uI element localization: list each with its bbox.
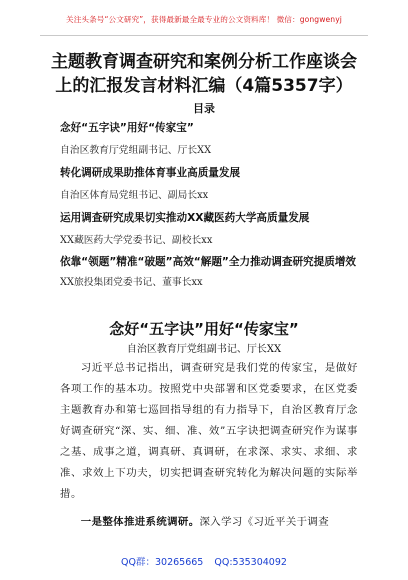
toc-item-title[interactable]: 念好“五字诀”用好“传家宝” bbox=[60, 122, 194, 134]
toc-item-author: 自治区体育局党组书记、副局长xx bbox=[60, 190, 209, 201]
toc-item-author: XX藏医药大学党委书记、副校长xx bbox=[60, 235, 213, 246]
document-title bbox=[40, 50, 368, 98]
article-author: 自治区教育厅党组副书记、厅长XX bbox=[126, 344, 282, 355]
header-banner: 关注头条号“公文研究”，获得最新最全最专业的公文资料库！ 微信：gongwenyj bbox=[66, 14, 342, 24]
toc-item-title[interactable]: 转化调研成果助推体育事业高质量发展 bbox=[60, 167, 241, 179]
toc-item-title[interactable]: 依靠“领题”精准“破题”高效“解题”全力推动调查研究提质增效 bbox=[60, 256, 357, 268]
document-title-line-1: 主题教育调查研究和案例分析工作座谈会 bbox=[51, 52, 357, 72]
toc-item-author: 自治区教育厅党组副书记、厅长XX bbox=[60, 145, 212, 156]
table-of-contents bbox=[60, 118, 358, 295]
toc-item-author: XX旅投集团党委书记、董事长xx bbox=[60, 277, 203, 288]
article-paragraph bbox=[60, 512, 358, 532]
toc-heading: 目录 bbox=[193, 102, 215, 115]
article-title: 念好“五字诀”用好“传家宝” bbox=[109, 320, 299, 338]
document-title-line-2: 上的汇报发言材料汇编（4篇5357字） bbox=[55, 76, 353, 96]
footer-contact bbox=[0, 554, 408, 568]
qq-label: QQ:535304092 bbox=[214, 557, 287, 568]
header-divider bbox=[40, 35, 368, 36]
qq-group-label: QQ群：30265665 bbox=[121, 557, 204, 568]
paragraph-lead: 一是整体推进系统调研。 bbox=[80, 516, 200, 528]
article-paragraph: 习近平总书记指出，调查研究是我们党的传家宝，是做好各项工作的基本功。按照党中央部署和区党委要求，在区党委主题教育办和第七巡回指导组的有力指导下，自治区教育厅念好调查研究“深、实、细、准、效”五字诀把调查研究作为谋事之基、成事之道，调真研、真调研，在求深、求实、求细、求准、求效上下功夫，切实把调查研究转化为解决问题的实际举措。 bbox=[60, 362, 358, 500]
paragraph-text: 深入学习《习近平关于调查 bbox=[199, 516, 329, 528]
toc-item-title[interactable]: 运用调查研究成果切实推动XX藏医药大学高质量发展 bbox=[60, 212, 310, 224]
